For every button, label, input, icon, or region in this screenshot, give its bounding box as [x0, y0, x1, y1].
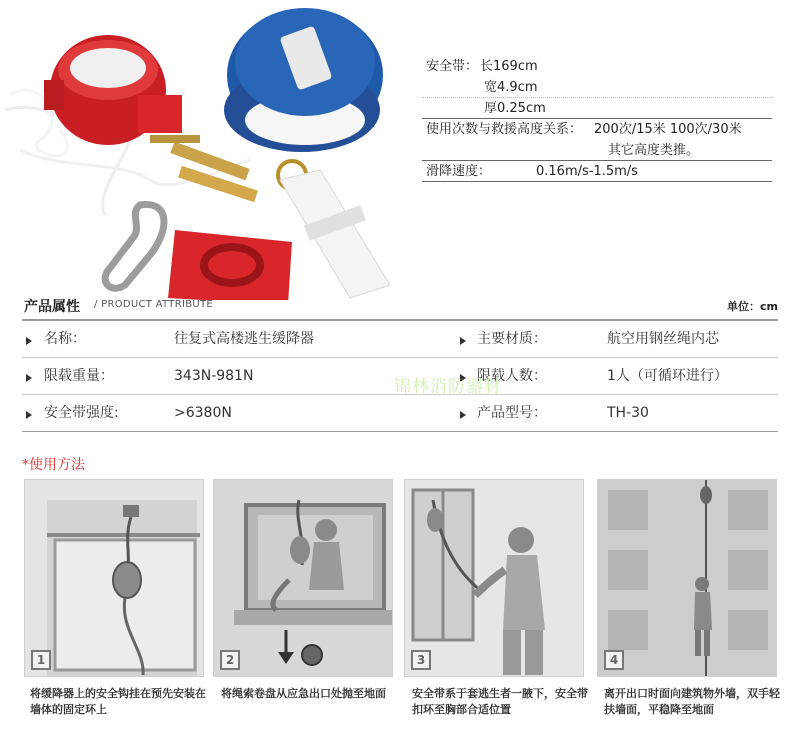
attributes-header [22, 296, 778, 316]
attributes-row [22, 321, 778, 358]
attributes-subtitle: / PRODUCT ATTRIBUTE [94, 299, 213, 310]
spec-belt-width [422, 77, 772, 98]
spec-block [422, 56, 772, 182]
attr-left-value: 往复式高楼逃生缓降器 [174, 331, 314, 347]
attributes-row [22, 395, 778, 432]
usage-step-3-illustration [404, 479, 584, 677]
usage-title: *使用方法 [22, 457, 85, 473]
usage-step-4-caption: 离开出口时面向建筑物外墙，双手轻扶墙面，平稳降至地面 [604, 687, 780, 716]
attributes-unit: 单位：cm [727, 300, 778, 313]
bullet-triangle-icon [460, 337, 466, 345]
safety-belt [278, 161, 390, 298]
spec-usage-note: 其它高度类推。 [608, 143, 700, 158]
spec-speed-value: 0.16m/s-1.5m/s [536, 164, 638, 179]
spec-belt-length [422, 56, 772, 77]
attr-right-value: 1人（可循环进行） [607, 368, 728, 384]
attr-left-label: 限载重量： [44, 368, 114, 384]
spec-width: 宽4.9cm [484, 80, 538, 95]
anchor-plate [168, 230, 292, 300]
spec-speed [422, 161, 772, 182]
usage-step-3-caption: 安全带系于套逃生者一腋下，安全带扣环至胸部合适位置 [412, 687, 588, 716]
carabiner [105, 204, 164, 288]
usage-step-2-illustration [213, 479, 393, 677]
blue-rope-reel [224, 8, 383, 152]
spec-usage [422, 119, 772, 140]
usage-step-2-caption: 将绳索卷盘从应急出口处抛至地面 [221, 687, 386, 700]
spec-usage-values: 200次/15米 100次/30米 [594, 122, 742, 137]
attributes-title: 产品属性 [24, 299, 80, 315]
product-photo [0, 0, 420, 300]
spec-belt-thickness [422, 98, 772, 119]
step-number: 3 [411, 650, 431, 670]
attr-left-label: 名称： [44, 331, 86, 347]
step-number: 1 [31, 650, 51, 670]
spec-thickness: 厚0.25cm [484, 101, 546, 116]
spec-belt-label: 安全带： [426, 59, 479, 74]
usage-step-1-caption: 将缓降器上的安全钩挂在预先安装在墙体的固定环上 [30, 687, 206, 716]
attr-left-value: 343N-981N [174, 368, 254, 384]
attr-right-label: 产品型号： [477, 405, 547, 421]
attr-right-label: 主要材质： [477, 331, 547, 347]
attr-right-value: 航空用钢丝绳内芯 [607, 331, 719, 347]
watermark: 锦林消防器材 [394, 377, 502, 397]
spec-speed-label: 滑降速度： [426, 164, 492, 179]
bullet-triangle-icon [26, 411, 32, 419]
attr-left-value: >6380N [174, 405, 232, 421]
bullet-triangle-icon [26, 337, 32, 345]
attr-left-label: 安全带强度: [44, 405, 119, 421]
step-number: 4 [604, 650, 624, 670]
spec-usage-label: 使用次数与救援高度关系： [426, 122, 583, 137]
attr-right-label: 限载人数： [477, 368, 547, 384]
red-descender-device [44, 35, 182, 145]
step-number: 2 [220, 650, 240, 670]
spec-usage-note-row [422, 140, 772, 161]
usage-step-1-illustration [24, 479, 204, 677]
usage-step-4-illustration [597, 479, 777, 677]
attr-right-value: TH-30 [607, 405, 649, 421]
bullet-triangle-icon [26, 374, 32, 382]
spec-length: 长169cm [480, 59, 538, 74]
expansion-bolts [150, 135, 258, 202]
bullet-triangle-icon [460, 411, 466, 419]
